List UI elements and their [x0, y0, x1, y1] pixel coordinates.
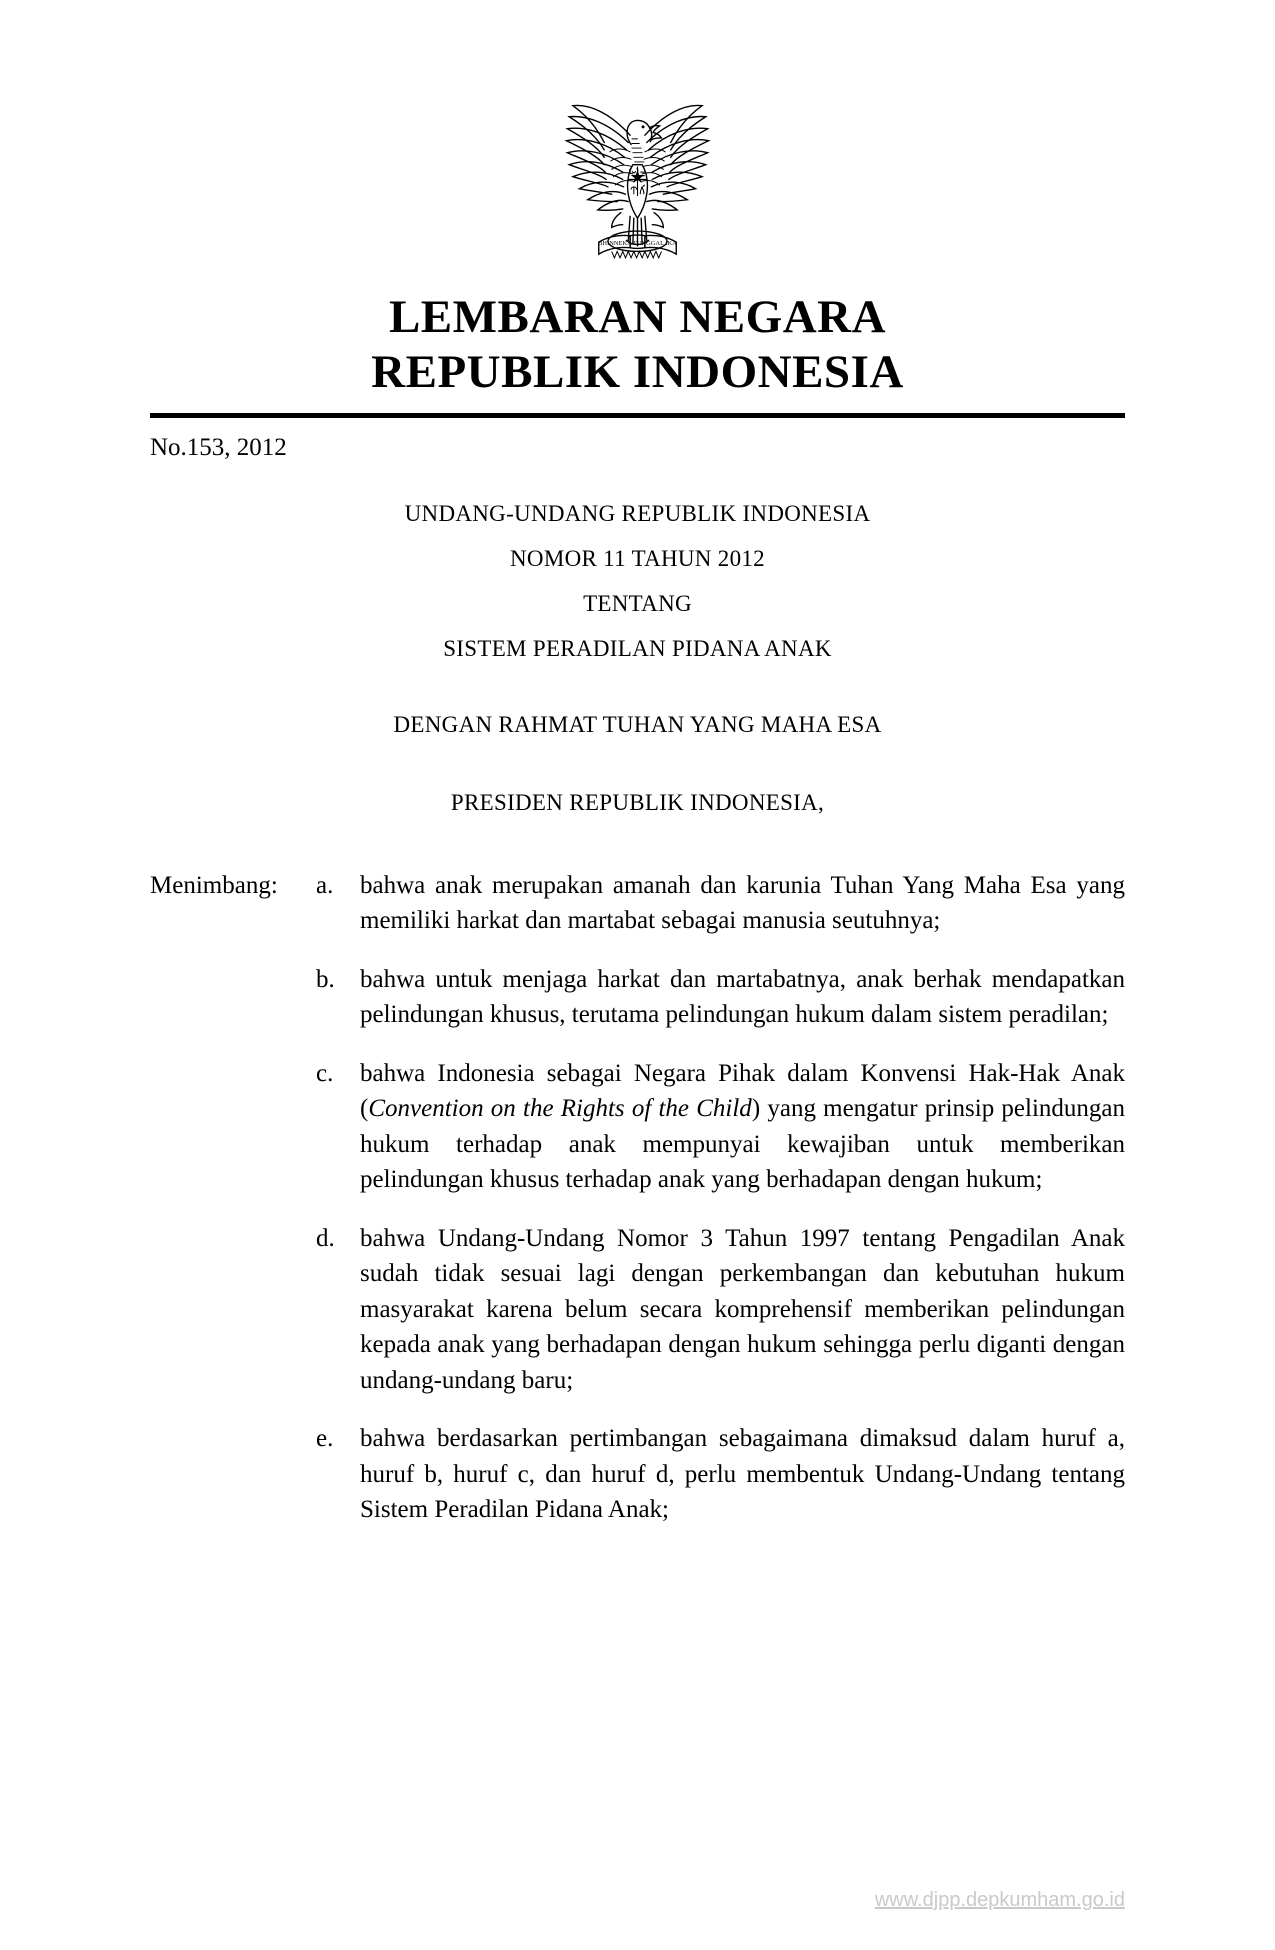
title-line-nomor: NOMOR 11 TAHUN 2012: [510, 545, 765, 571]
gazette-number: No.153, 2012: [150, 433, 287, 461]
law-title-block: [150, 502, 1125, 660]
emblem-motto-text: BHINNEKA TUNGGAL IKA: [598, 239, 677, 247]
consideration-text: bahwa untuk menjaga harkat dan martabatnya, anak berhak mendapatkan pelindungan khusus, terutama pelindungan hukum dalam sistem peradilan;: [360, 965, 1125, 1029]
consideration-text-before: bahwa Indonesia sebagai Negara Pihak dalam Konvensi Hak-Hak Anak (: [360, 1059, 1125, 1123]
convention-title-italic: Convention on the Rights of the Child: [368, 1095, 752, 1123]
consideration-marker: d.: [316, 1224, 335, 1252]
masthead-divider: [150, 413, 1125, 418]
consideration-item-e: [316, 1421, 1125, 1528]
consideration-text: bahwa berdasarkan pertimbangan sebagaimana dimaksud dalam huruf a, huruf b, huruf c, dan huruf d, perlu membentuk Undang-Undang tentang Sistem Peradilan Pidana Anak;: [360, 1425, 1125, 1524]
consideration-text-after: ) yang mengatur prinsip pelindungan hukum terhadap anak mempunyai kewajiban untuk memberikan pelindungan khusus terhadap anak yang berhadapan dengan hukum;: [360, 1095, 1125, 1194]
considerations-section: [150, 868, 1125, 1551]
consideration-text: bahwa Undang-Undang Nomor 3 Tahun 1997 tentang Pengadilan Anak sudah tidak sesuai lagi dengan perkembangan dan kebutuhan hukum masyarakat karena belum secara komprehensif memberikan pelindungan kepada anak yang berhadapan dengan hukum sehingga perlu diganti dengan undang-undang baru;: [360, 1224, 1125, 1394]
title-line-tentang: TENTANG: [583, 590, 692, 616]
title-line-undang-undang: UNDANG-UNDANG REPUBLIK INDONESIA: [404, 500, 871, 526]
consideration-text: [360, 1056, 1125, 1198]
consideration-item-d: [316, 1221, 1125, 1399]
consideration-item-a: [316, 868, 1125, 939]
consideration-item-c: [316, 1056, 1125, 1198]
masthead: [150, 290, 1125, 418]
source-watermark[interactable]: www.djpp.depkumham.go.id: [874, 1889, 1125, 1911]
consideration-marker: e.: [316, 1425, 334, 1453]
consideration-marker: c.: [316, 1059, 334, 1087]
emblem-container: [150, 0, 1125, 268]
garuda-pancasila-icon: [545, 78, 730, 268]
considerations-label: Menimbang:: [150, 871, 278, 899]
consideration-item-b: [316, 962, 1125, 1033]
masthead-line-1: LEMBARAN NEGARA: [388, 291, 887, 343]
invocation-line: DENGAN RAHMAT TUHAN YANG MAHA ESA: [393, 711, 882, 737]
consideration-marker: b.: [316, 965, 335, 993]
president-line: PRESIDEN REPUBLIK INDONESIA,: [450, 789, 825, 815]
masthead-line-2: REPUBLIK INDONESIA: [371, 346, 904, 399]
consideration-text: bahwa anak merupakan amanah dan karunia Tuhan Yang Maha Esa yang memiliki harkat dan martabat sebagai manusia seutuhnya;: [360, 871, 1125, 935]
consideration-marker: a.: [316, 871, 334, 899]
title-line-subject: SISTEM PERADILAN PIDANA ANAK: [443, 635, 832, 661]
considerations-list: [316, 868, 1125, 1551]
